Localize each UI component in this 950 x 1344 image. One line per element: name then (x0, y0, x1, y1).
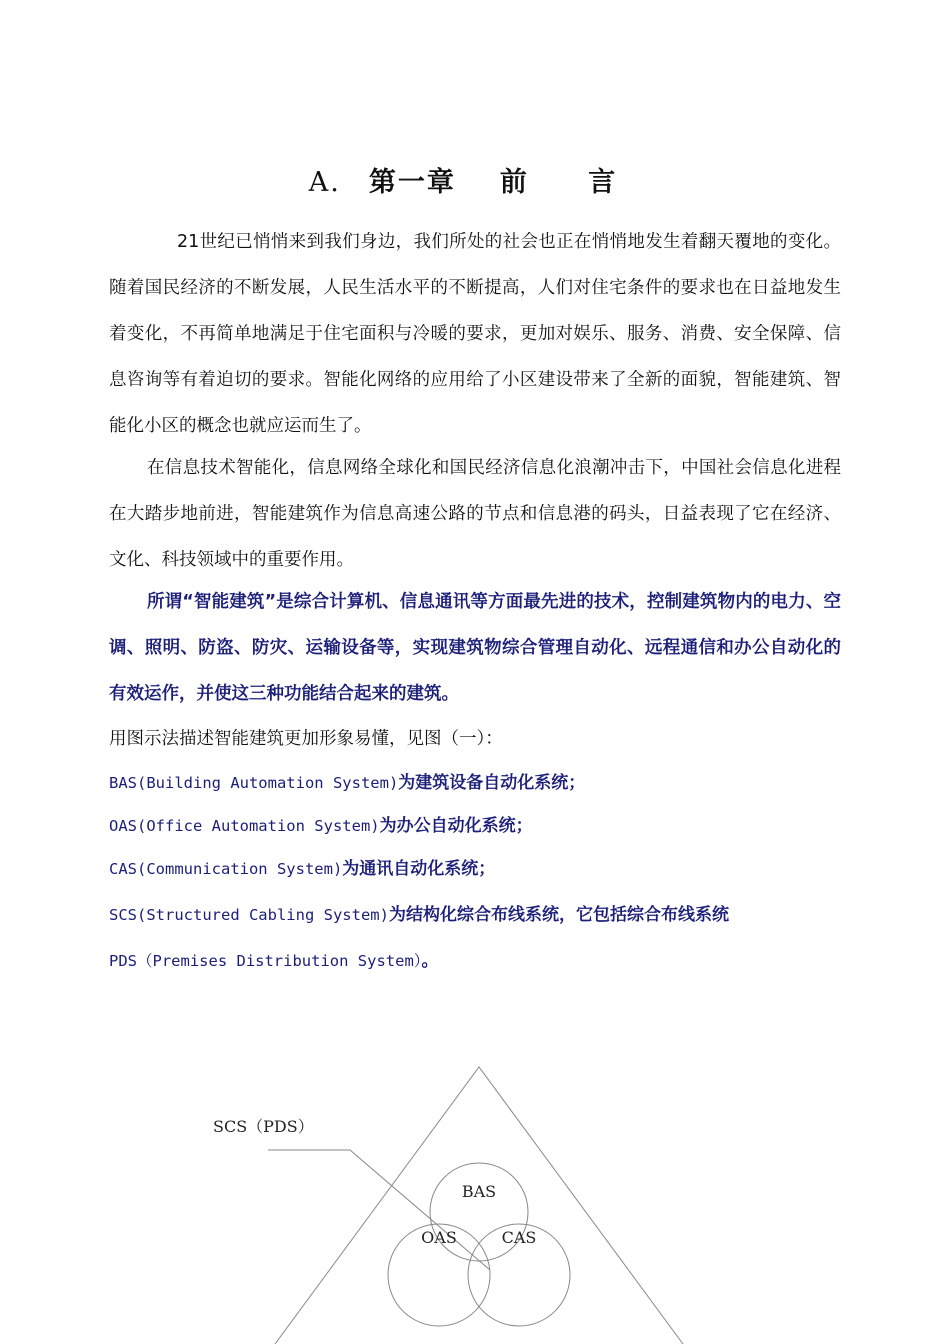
scs-label: SCS（PDS） (213, 1117, 314, 1136)
definition-paragraph: 所谓“智能建筑”是综合计算机、信息通讯等方面最先进的技术，控制建筑物内的电力、空调、照明、防盗、防灾、运输设备等，实现建筑物综合管理自动化、远程通信和办公自动化的有效运作，并使这三种功能结合起来的建筑。 (109, 592, 841, 704)
definition-desc: 为建筑设备自动化系统； (398, 773, 586, 793)
definition-term: CAS(Communication System) (109, 860, 343, 878)
intro-paragraph-1: 21世纪已悄悄来到我们身边，我们所处的社会也正在悄悄地发生着翻天覆地的变化。随着国民经济的不断发展，人民生活水平的不断提高，人们对住宅条件的要求也在日益地发生着变化，不再简单地满足于住宅面积与冷暖的要求，更加对娱乐、服务、消费、安全保障、信息咨询等有着迫切的要求。智能化网络的应用给了小区建设带来了全新的面貌，智能建筑、智能化小区的概念也就应运而生了。 (109, 232, 841, 436)
scs-triangle (275, 1067, 683, 1344)
chapter-name: 前 言 (499, 167, 642, 198)
definition-term: OAS(Office Automation System) (109, 817, 380, 835)
figure-intro-paragraph: 用图示法描述智能建筑更加形象易懂，见图（一）： (109, 729, 503, 749)
definition-oas (109, 811, 533, 836)
definition-term: BAS(Building Automation System) (109, 774, 399, 792)
bas-label: BAS (461, 1182, 497, 1201)
chapter-number: 第一章 (368, 167, 456, 198)
definition-desc: 为结构化综合布线系统，它包括综合布线系统 (388, 905, 729, 925)
intelligent-building-diagram (0, 1040, 950, 1344)
definition-desc: 为办公自动化系统； (379, 816, 533, 836)
definition-term: SCS(Structured Cabling System) (109, 906, 389, 924)
intro-paragraph-2: 在信息技术智能化，信息网络全球化和国民经济信息化浪潮冲击下，中国社会信息化进程在大踏步地前进，智能建筑作为信息高速公路的节点和信息港的码头，日益表现了它在经济、文化、科技领域中的重要作用。 (109, 458, 841, 570)
chapter-title (0, 160, 950, 199)
cas-label: CAS (501, 1228, 537, 1247)
definition-cas (109, 854, 495, 879)
definition-bas (109, 768, 585, 793)
chapter-prefix: A. (308, 167, 341, 198)
definition-pds (109, 946, 439, 971)
definition-desc: 为通讯自动化系统； (342, 859, 496, 879)
definition-term: PDS（Premises Distribution System） (109, 952, 422, 970)
oas-label: OAS (421, 1228, 457, 1247)
definition-scs (109, 900, 729, 925)
definition-desc: 。 (421, 951, 439, 971)
